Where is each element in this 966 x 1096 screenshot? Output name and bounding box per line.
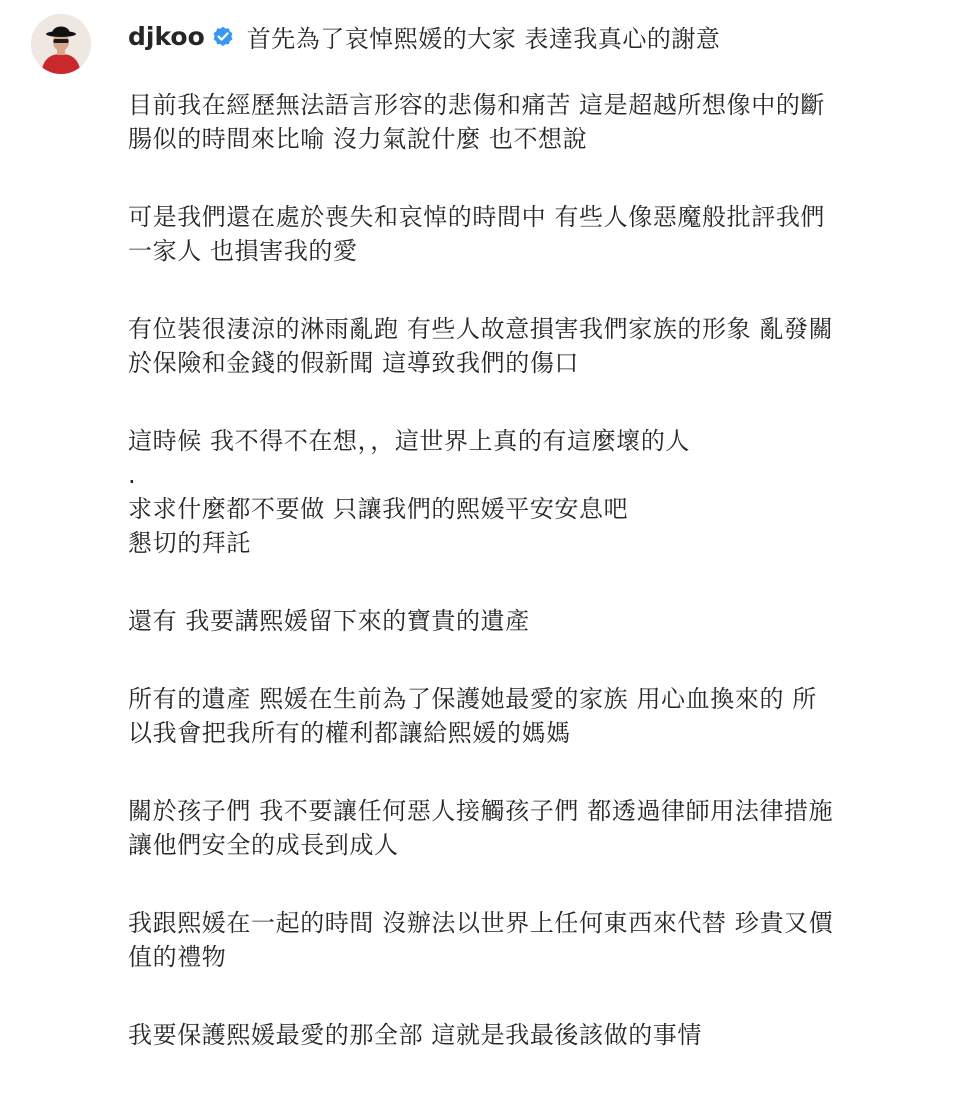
caption-paragraph: 這時候 我不得不在想，，這世界上真的有這麼壞的人 . [128, 427, 691, 489]
profile-avatar[interactable] [31, 14, 91, 74]
caption-body [128, 88, 928, 1096]
caption-header [128, 14, 720, 58]
caption-paragraph: 求求什麼都不要做 只讓我們的熙媛平安安息吧 懇切的拜託 [128, 495, 629, 557]
caption-paragraph: 我跟熙媛在一起的時間 沒辦法以世界上任何東西來代替 珍貴又價 值的禮物 [128, 909, 834, 971]
caption-first-line: 首先為了哀悼熙媛的大家 表達我真心的謝意 [246, 24, 721, 53]
caption-paragraph: 我要保護熙媛最愛的那全部 這就是我最後該做的事情 [128, 1021, 703, 1049]
caption-paragraph: 有位裝很淒涼的淋雨亂跑 有些人故意損害我們家族的形象 亂發關 於保險和金錢的假新聞 這導致我們的傷口 [128, 315, 834, 377]
caption-paragraph: 關於孩子們 我不要讓任何惡人接觸孩子們 都透過律師用法律措施 讓他們安全的成長到成人 [128, 797, 834, 859]
verified-badge-icon [211, 24, 235, 48]
username-link[interactable]: djkoo [128, 21, 205, 51]
caption-paragraph: 還有 我要講熙媛留下來的寶貴的遺產 [128, 607, 530, 635]
caption-paragraph: 目前我在經歷無法語言形容的悲傷和痛苦 這是超越所想像中的斷 腸似的時間來比喻 沒力氣說什麼 也不想說 [128, 91, 826, 153]
caption-paragraph: 所有的遺產 熙媛在生前為了保護她最愛的家族 用心血換來的 所 以我會把我所有的權利都讓給熙媛的媽媽 [128, 685, 817, 747]
avatar-image [31, 14, 91, 74]
caption-paragraph: 可是我們還在處於喪失和哀悼的時間中 有些人像惡魔般批評我們 一家人 也損害我的愛 [128, 203, 826, 265]
